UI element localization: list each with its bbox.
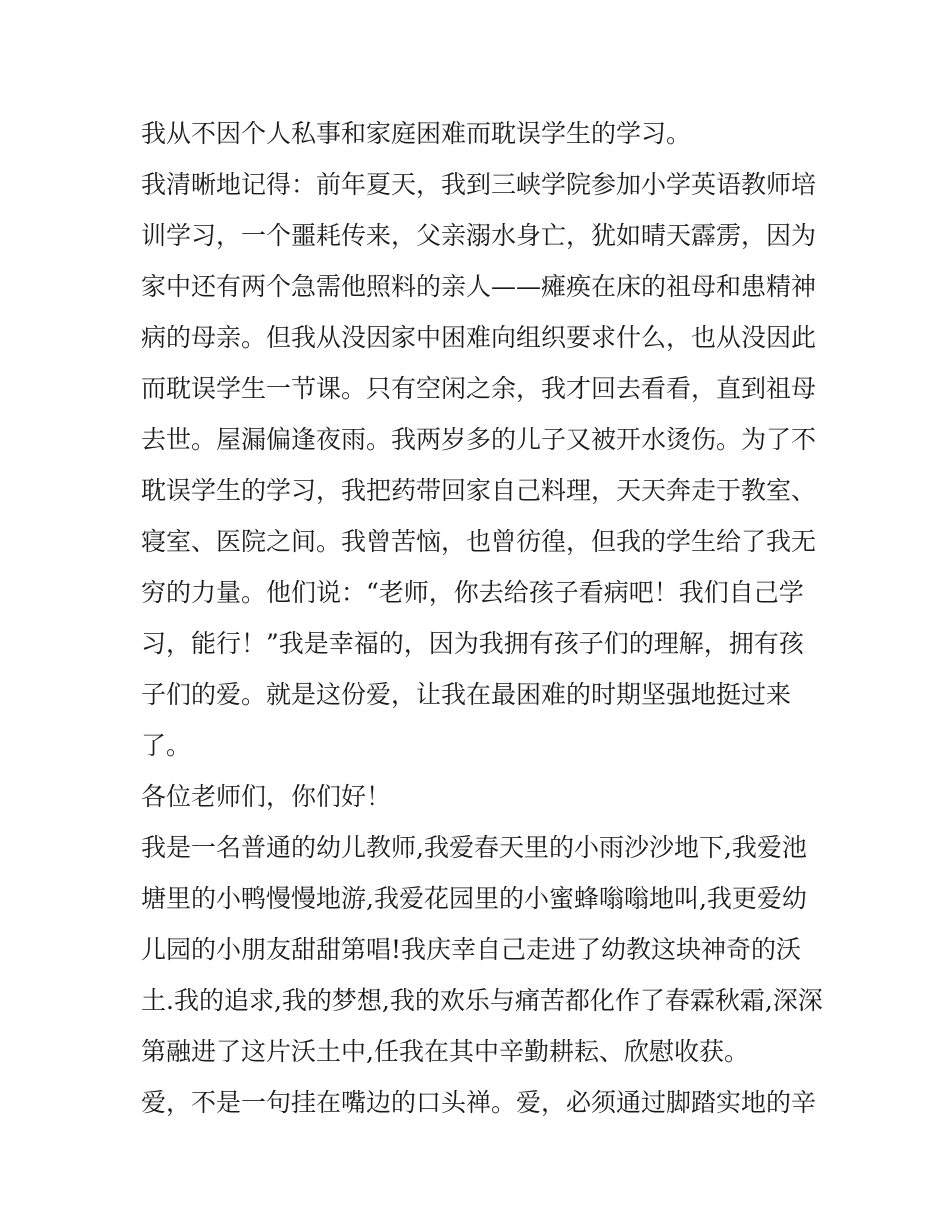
text-line: 各位老师们，你们好！ (141, 782, 392, 811)
text-line: 我从不因个人私事和家庭困难而耽误学生的学习。 (141, 119, 692, 148)
text-line: 穷的力量。他们说：“老师，你去给孩子看病吧！我们自己学 (141, 578, 804, 607)
text-line: 了。 (141, 731, 192, 760)
text-line: 寝室、医院之间。我曾苦恼，也曾彷徨，但我的学生给了我无 (141, 527, 817, 556)
text-line: 而耽误学生一节课。只有空闲之余，我才回去看看，直到祖母 (141, 374, 817, 403)
text-line: 第融进了这片沃土中,任我在其中辛勤耕耘、欣慰收获。 (141, 1037, 749, 1066)
text-line: 爱，不是一句挂在嘴边的口头禅。爱，必须通过脚踏实地的辛 (141, 1088, 817, 1117)
text-line: 病的母亲。但我从没因家中困难向组织要求什么，也从没因此 (141, 323, 817, 352)
text-line: 我是一名普通的幼儿教师,我爱春天里的小雨沙沙地下,我爱池 (141, 833, 807, 862)
text-line: 家中还有两个急需他照料的亲人——瘫痪在床的祖母和患精神 (141, 272, 817, 301)
text-line: 我清晰地记得：前年夏天，我到三峡学院参加小学英语教师培 (141, 170, 817, 199)
text-line: 习，能行！”我是幸福的，因为我拥有孩子们的理解，拥有孩 (141, 629, 804, 658)
text-line: 耽误学生的学习，我把药带回家自己料理，天天奔走于教室、 (141, 476, 817, 505)
text-line: 去世。屋漏偏逢夜雨。我两岁多的儿子又被开水烫伤。为了不 (141, 425, 817, 454)
body-text (141, 108, 831, 1128)
text-line: 塘里的小鸭慢慢地游,我爱花园里的小蜜蜂嗡嗡地叫,我更爱幼 (141, 884, 807, 913)
text-line: 土.我的追求,我的梦想,我的欢乐与痛苦都化作了春霖秋霜,深深 (141, 986, 823, 1015)
text-line: 子们的爱。就是这份爱，让我在最困难的时期坚强地挺过来 (141, 680, 792, 709)
text-line: 儿园的小朋友甜甜第唱!我庆幸自己走进了幼教这块神奇的沃 (141, 935, 802, 964)
text-line: 训学习，一个噩耗传来，父亲溺水身亡，犹如晴天霹雳，因为 (141, 221, 817, 250)
